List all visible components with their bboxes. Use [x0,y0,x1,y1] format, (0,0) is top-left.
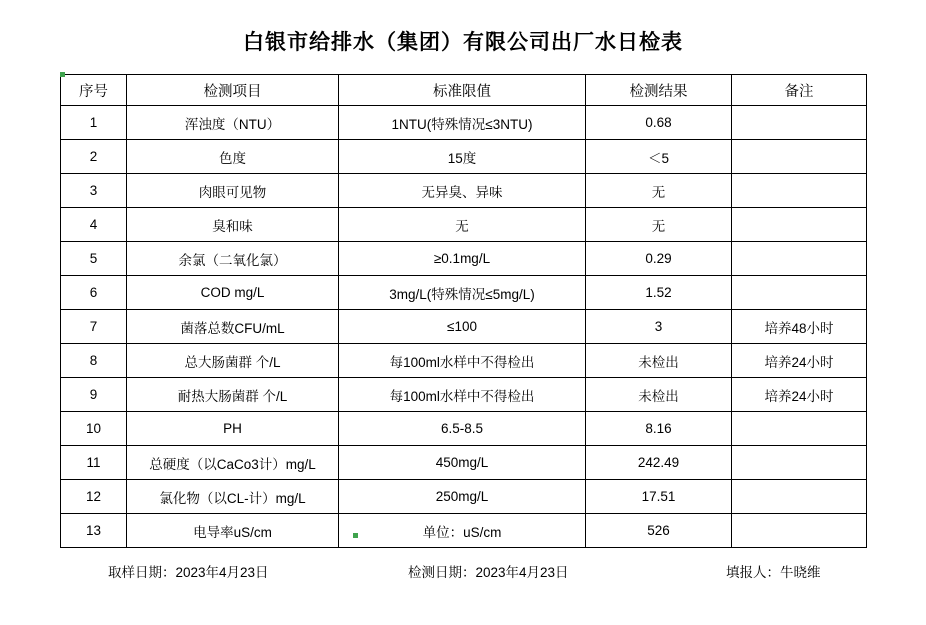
filled-by: 填报人：牛晓维 [726,565,821,580]
table-row [61,412,867,446]
cell-no: 1 [61,106,127,140]
cell-limit: 1NTU(特殊情况≤3NTU) [339,106,586,140]
cell-remark: 培养48小时 [732,310,867,344]
cell-result: 526 [586,514,732,548]
cell-limit: 每100ml水样中不得检出 [339,378,586,412]
cell-result: 无 [586,208,732,242]
cell-limit: ≥0.1mg/L [339,242,586,276]
table-header-row [61,75,867,106]
cell-limit: 15度 [339,140,586,174]
cell-result: 17.51 [586,480,732,514]
table-row [61,276,867,310]
cell-no: 11 [61,446,127,480]
cell-remark [732,412,867,446]
table-row [61,208,867,242]
page-title: 白银市给排水（集团）有限公司出厂水日检表 [243,31,683,54]
cell-limit: 单位：uS/cm [339,514,586,548]
cell-limit: 3mg/L(特殊情况≤5mg/L) [339,276,586,310]
corner-marker-icon [353,533,358,538]
cell-result: 0.29 [586,242,732,276]
column-header-item: 检测项目 [127,75,339,106]
cell-remark [732,276,867,310]
table-row [61,242,867,276]
cell-item: 总硬度（以CaCo3计）mg/L [127,446,339,480]
cell-item: COD mg/L [127,276,339,310]
cell-no: 5 [61,242,127,276]
table-row [61,446,867,480]
table-row [61,106,867,140]
cell-no: 6 [61,276,127,310]
cell-item: 菌落总数CFU/mL [127,310,339,344]
cell-result: 无 [586,174,732,208]
cell-result: 242.49 [586,446,732,480]
cell-remark [732,514,867,548]
water-quality-table [60,74,867,548]
cell-item: 余氯（二氧化氯） [127,242,339,276]
cell-limit: 无异臭、异味 [339,174,586,208]
column-header-remark: 备注 [732,75,867,106]
column-header-result: 检测结果 [586,75,732,106]
cell-item: 耐热大肠菌群 个/L [127,378,339,412]
cell-item: 电导率uS/cm [127,514,339,548]
cell-item: 氯化物（以CL-计）mg/L [127,480,339,514]
cell-item: PH [127,412,339,446]
cell-limit: 6.5-8.5 [339,412,586,446]
cell-no: 7 [61,310,127,344]
column-header-limit: 标准限值 [339,75,586,106]
cell-remark [732,140,867,174]
testing-date: 检测日期：2023年4月23日 [408,565,569,580]
report-table-wrapper [0,74,926,548]
cell-no: 9 [61,378,127,412]
cell-remark: 培养24小时 [732,344,867,378]
cell-result: 0.68 [586,106,732,140]
cell-result: 未检出 [586,378,732,412]
cell-remark [732,174,867,208]
table-row [61,310,867,344]
table-row [61,514,867,548]
cell-limit: 250mg/L [339,480,586,514]
column-header-no: 序号 [61,75,127,106]
table-row [61,378,867,412]
cell-item: 臭和味 [127,208,339,242]
cell-item: 总大肠菌群 个/L [127,344,339,378]
table-row [61,344,867,378]
cell-remark [732,242,867,276]
document-footer [0,561,926,581]
cell-no: 4 [61,208,127,242]
cell-no: 12 [61,480,127,514]
table-row [61,140,867,174]
cell-limit: ≤100 [339,310,586,344]
sampling-date: 取样日期：2023年4月23日 [108,565,269,580]
table-row [61,480,867,514]
cell-remark: 培养24小时 [732,378,867,412]
cell-limit: 无 [339,208,586,242]
corner-marker-icon [60,72,65,77]
cell-remark [732,106,867,140]
cell-result: 未检出 [586,344,732,378]
cell-limit: 每100ml水样中不得检出 [339,344,586,378]
cell-no: 2 [61,140,127,174]
cell-no: 10 [61,412,127,446]
cell-result: ＜5 [586,140,732,174]
table-row [61,174,867,208]
cell-no: 3 [61,174,127,208]
cell-remark [732,480,867,514]
cell-remark [732,446,867,480]
cell-item: 浑浊度（NTU） [127,106,339,140]
cell-item: 肉眼可见物 [127,174,339,208]
cell-result: 8.16 [586,412,732,446]
cell-item: 色度 [127,140,339,174]
cell-limit: 450mg/L [339,446,586,480]
cell-remark [732,208,867,242]
cell-result: 3 [586,310,732,344]
cell-result: 1.52 [586,276,732,310]
cell-no: 8 [61,344,127,378]
cell-no: 13 [61,514,127,548]
